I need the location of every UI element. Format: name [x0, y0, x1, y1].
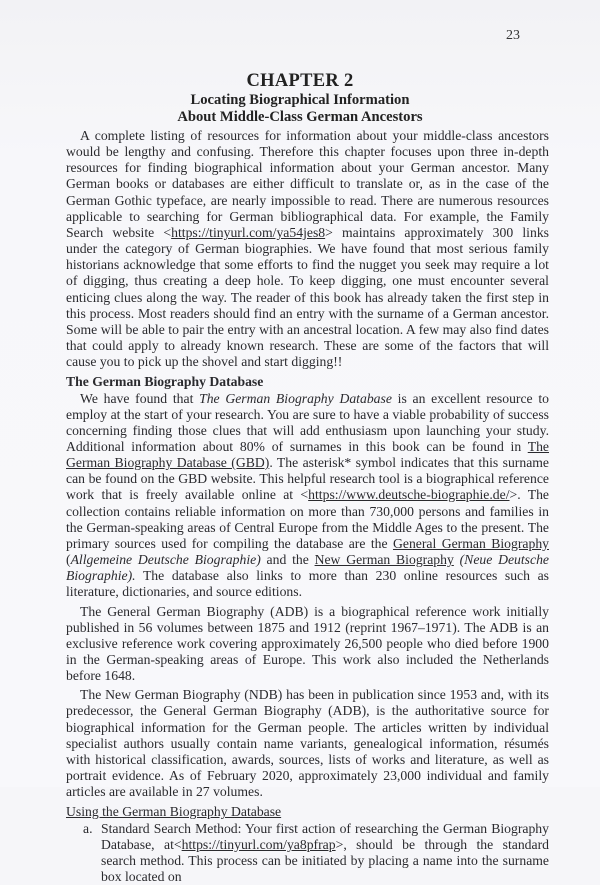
list-marker: a. [83, 820, 93, 836]
section-heading: The German Biography Database [66, 374, 264, 390]
ndb-paragraph: The New German Biography (NDB) has been in publication since 1953 and, with its predecessor, the General German Biography (ADB), is the authoritative source for biographical information for the German people. The articles written by individual specialist authors usually contain name variants, genealogical information, résumés with historical classification, awards, sources, lists of works and literature, as well as portrait evidence. As of February 2020, approximately 23,000 individual and family articles are available in 27 volumes. [66, 687, 549, 800]
search-method-link[interactable]: https://tinyurl.com/ya8pfrap [181, 836, 336, 852]
intro-paragraph: A complete listing of resources for information about your middle-class ancestors would be lengthy and confusing. Therefore this chapter focuses upon three in-depth resources for finding biographical information about your German ancestor. Many German books or databases are either difficult to translate or, as in the case of the German Gothic typeface, are nearly impossible to read. There are numerous resources applicable to searching for German bibliographical data. For example, the Family Search website <https://tinyurl.com/ya54jes8> maintains approximately 300 links under the category of German biographies. We have found that most serious family historians acknowledge that some efforts to find the nugget you seek may require a lot of digging, thus creating a deep hole. To keep digging, one must encounter several enticing clues along the way. The reader of this book has already taken the first step in this process. Most readers should find an entry with the surname of a German ancestor. Some will be able to pair the entry with an ancestral location. A few may also find dates that could apply to already known research. These are some of the factors that will cause you to pick up the shovel and start digging!! [66, 128, 549, 370]
chapter-title: CHAPTER 2 [246, 71, 354, 91]
deutsche-biographie-link[interactable]: https://www.deutsche-biographie.de/ [308, 487, 510, 503]
subtitle-line-1: Locating Biographical Information [190, 92, 410, 108]
subtitle-line-2: About Middle-Class German Ancestors [177, 108, 423, 125]
page-number: 23 [506, 28, 520, 43]
gbd-link[interactable]: The German Biography Database (GBD) [66, 438, 549, 471]
new-german-biography-link[interactable]: New German Biography [314, 552, 454, 568]
list-item: a. Standard Search Method: Your first action of researching the German Biography Database, at<https://tinyurl.com/ya8pfrap>, should be through the standard search method. This process can be initiated by placing a name into the surname box located on [83, 820, 549, 885]
body-text [66, 128, 549, 885]
family-search-link[interactable]: https://tinyurl.com/ya54jes8 [171, 224, 326, 240]
chapter-subtitle [0, 92, 600, 125]
using-heading: Using the German Biography Database [66, 804, 282, 820]
adb-paragraph: The General German Biography (ADB) is a biographical reference work initially published in 56 volumes between 1875 and 1912 (reprint 1967–1971). The ADB is an exclusive reference work covering approximately 26,500 people who died before 1900 in the German-speaking areas of Europe. This work also included the Netherlands before 1648. [66, 603, 549, 684]
general-german-biography-link[interactable]: General German Biography [392, 535, 550, 551]
gbd-paragraph: We have found that The German Biography Database is an excellent resource to employ at the start of your research. You are sure to have a viable probability of success concerning finding those clues that will add enthusiasm upon launching your study. Additional information about 80% of surnames in this book can be found in The German Biography Database (GBD). The asterisk* symbol indicates that this surname can be found on the GBD website. This helpful research tool is a biographical reference work that is freely available online at <https://www.deutsche-biographie.de/>. The collection contains reliable information on more than 730,000 persons and families in the German-speaking areas of Central Europe from the Middle Ages to the present. The primary sources used for compiling the database are the General German Biography (Allgemeine Deutsche Biographie) and the New German Biography (Neue Deutsche Biographie). The database also links to more than 230 online resources such as literature, dictionaries, and source editions. [66, 390, 550, 600]
